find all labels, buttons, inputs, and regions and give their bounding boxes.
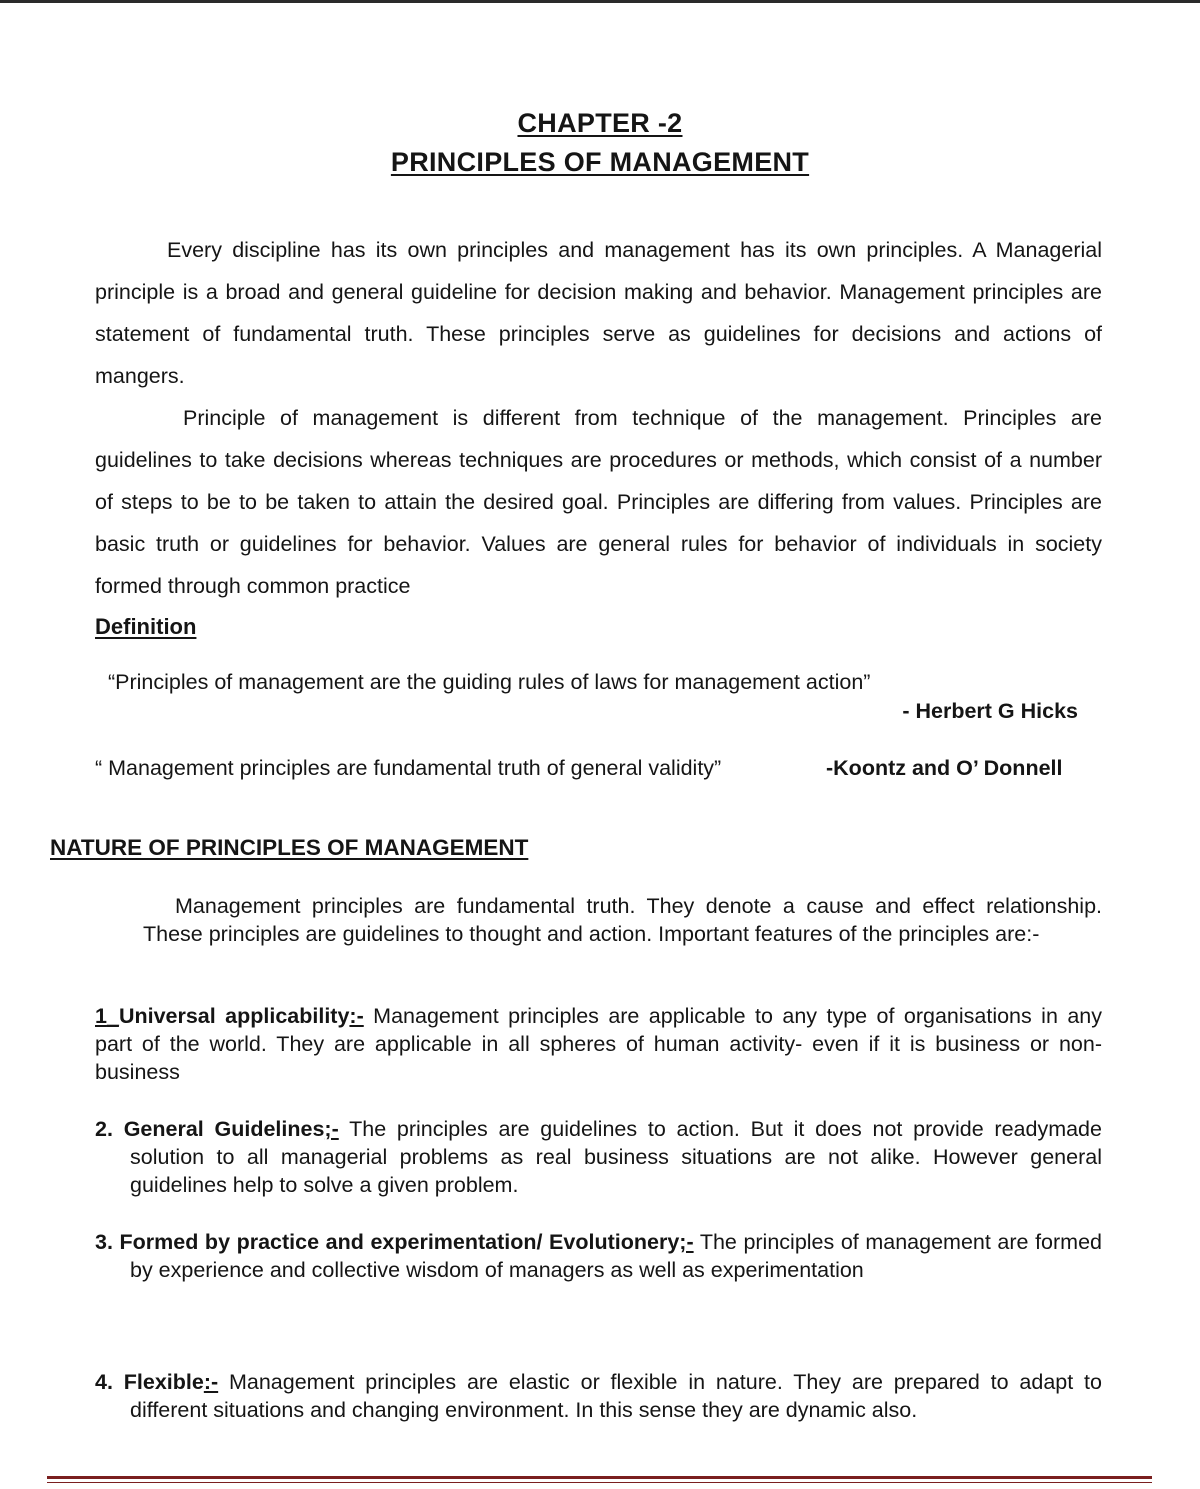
item-separator: ;- <box>679 1230 694 1254</box>
item-number: 2. <box>95 1117 113 1141</box>
footer-rule-thin <box>47 1482 1152 1483</box>
item-separator: :- <box>349 1004 364 1028</box>
nature-intro: Management principles are fundamental truth. They denote a cause and effect relationship. These principles are guidelines to thought and action. Important features of the principles are:- <box>143 894 1102 946</box>
definition-author-1: - Herbert G Hicks <box>902 699 1078 723</box>
nature-item-2 <box>95 1115 1102 1199</box>
item-text: Management principles are applicable to any type of organisations in any part of the world. They are applicable in all spheres of human activity- even if it is business or non-business <box>95 1004 1102 1084</box>
item-title: General Guidelines <box>123 1117 325 1141</box>
definition-author-2: -Koontz and O’ Donnell <box>826 756 1063 780</box>
intro-paragraph-1: Every discipline has its own principles and management has its own principles. A Managerial principle is a broad and general guideline for decision making and behavior. Management principles are statement of fundamental truth. These principles serve as guidelines for decisions and actions of mangers. <box>95 238 1102 388</box>
item-title: Universal applicability <box>118 1004 350 1028</box>
definition-quote-1: “Principles of management are the guiding rules of laws for management action” <box>108 670 871 694</box>
item-separator: ;- <box>324 1117 339 1141</box>
nature-heading: NATURE OF PRINCIPLES OF MANAGEMENT <box>50 835 529 860</box>
item-title: Formed by practice and experimentation/ Evolutionery <box>119 1230 680 1254</box>
nature-item-4 <box>95 1368 1102 1424</box>
item-number: 1 <box>95 1004 107 1028</box>
item-separator: :- <box>203 1370 219 1394</box>
item-text: The principles are guidelines to action. But it does not provide readymade solution to all managerial problems as real business situations are not alike. However general guidelines help to solve a given problem. <box>130 1117 1102 1197</box>
item-number: 3. <box>95 1230 113 1254</box>
item-text: The principles of management are formed by experience and collective wisdom of managers as well as experimentation <box>130 1230 1102 1282</box>
footer-rule <box>47 1476 1152 1479</box>
chapter-heading <box>0 108 1200 139</box>
chapter-number: CHAPTER -2 <box>517 108 683 138</box>
item-text: Management principles are elastic or flexible in nature. They are prepared to adapt to different situations and changing environment. In this sense they are dynamic also. <box>130 1370 1102 1422</box>
intro-paragraph-2: Principle of management is different from technique of the management. Principles are guidelines to take decisions whereas techniques are procedures or methods, which consist of a number of steps to be to be taken to attain the desired goal. Principles are differing from values. Principles are basic truth or guidelines for behavior. Values are general rules for behavior of individuals in society formed through common practice <box>95 406 1102 598</box>
nature-item-1: 1_Universal applicability:- Management principles are applicable to any type of organisations in any part of the world. They are applicable in all spheres of human activity- even if it is business or non-business <box>95 1004 1102 1084</box>
item-number: 4. <box>95 1370 113 1394</box>
top-border-line <box>0 0 1200 3</box>
page-title-text: PRINCIPLES OF MANAGEMENT <box>390 147 810 177</box>
page-title <box>0 147 1200 178</box>
nature-item-3 <box>95 1228 1102 1284</box>
item-title: Flexible <box>123 1370 204 1394</box>
definition-quote-2: “ Management principles are fundamental truth of general validity” <box>95 756 722 780</box>
definition-heading: Definition <box>95 614 197 639</box>
